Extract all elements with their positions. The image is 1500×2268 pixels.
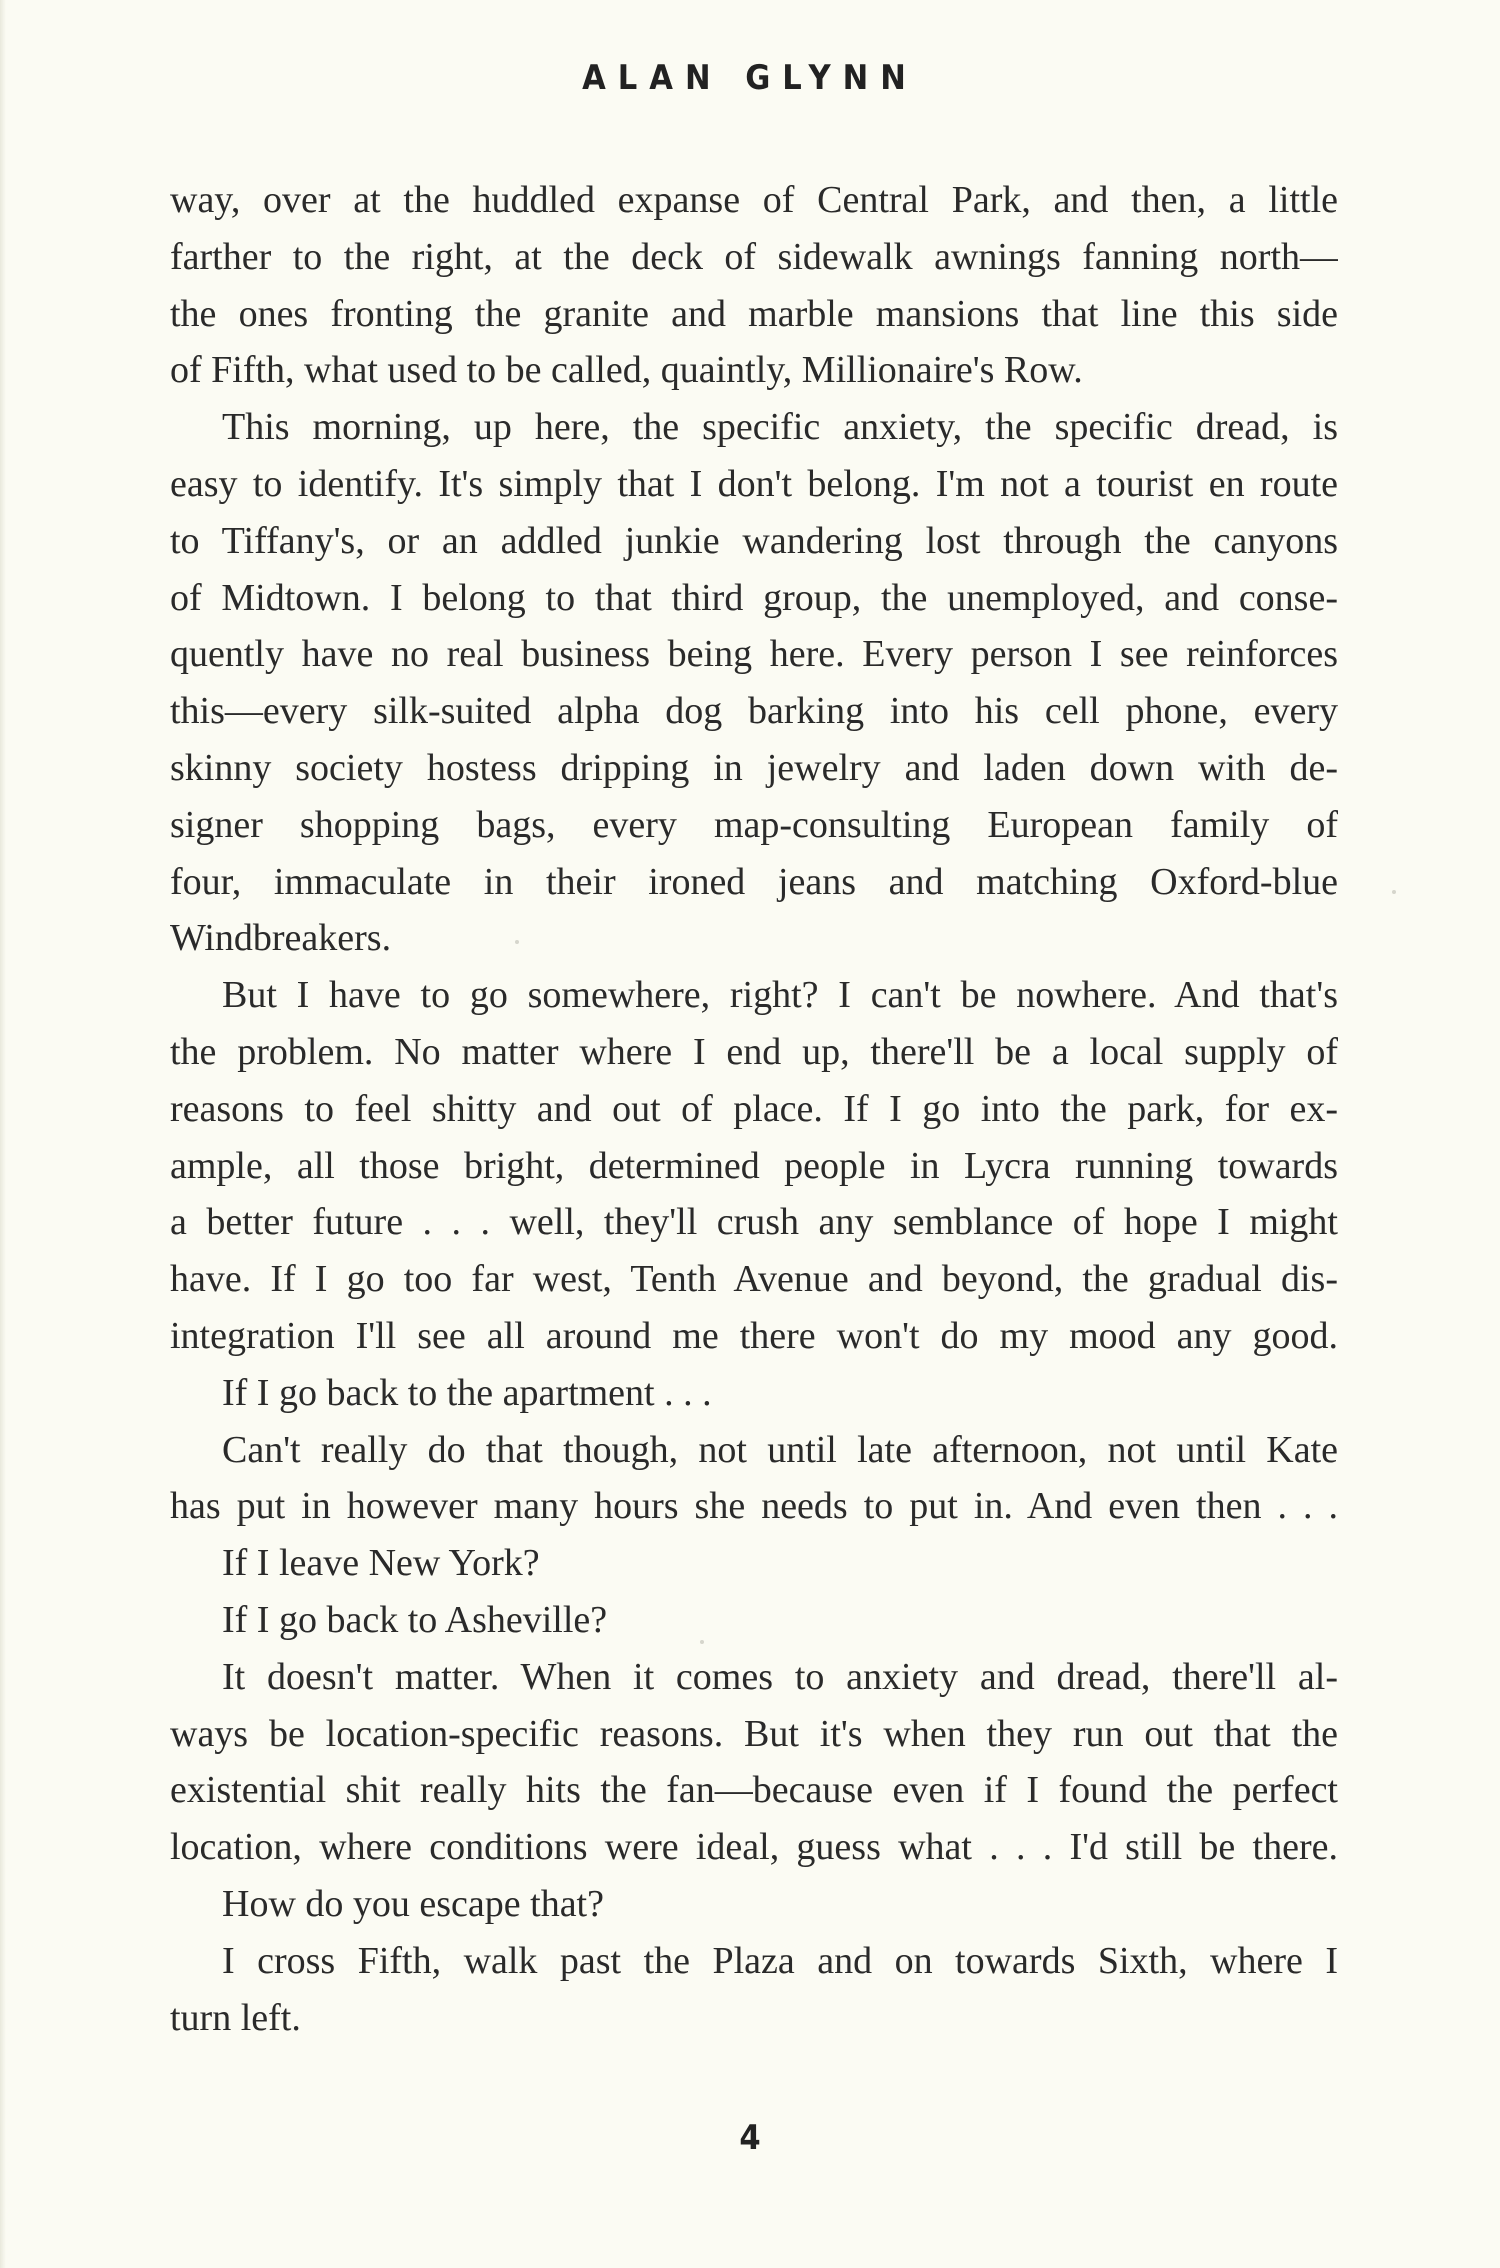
- text-line: of Midtown. I belong to that third group, the unemployed, and conse-: [170, 576, 1338, 619]
- running-head: ALAN GLYNN: [582, 58, 918, 98]
- paper-speck: [515, 940, 519, 944]
- text-line: have. If I go too far west, Tenth Avenue and beyond, the gradual dis-: [170, 1258, 1338, 1301]
- text-line: If I leave New York?: [222, 1542, 540, 1585]
- text-line: integration I'll see all around me there won't do my mood any good.: [170, 1314, 1338, 1357]
- page-gutter-shadow: [0, 0, 6, 2268]
- text-line: skinny society hostess dripping in jewelry and laden down with de-: [170, 746, 1338, 789]
- text-line: to Tiffany's, or an addled junkie wandering lost through the canyons: [170, 519, 1338, 562]
- text-line: of Fifth, what used to be called, quaintly, Millionaire's Row.: [170, 349, 1083, 392]
- text-line: ample, all those bright, determined people in Lycra running towards: [170, 1144, 1338, 1187]
- text-line: farther to the right, at the deck of sidewalk awnings fanning north—: [170, 235, 1338, 278]
- text-line: way, over at the huddled expanse of Central Park, and then, a little: [170, 179, 1338, 221]
- page-number: 4: [739, 2118, 761, 2158]
- text-line: quently have no real business being here. Every person I see reinforces: [170, 633, 1338, 676]
- text-line: signer shopping bags, every map-consulting European family of: [170, 803, 1338, 846]
- text-line: I cross Fifth, walk past the Plaza and on towards Sixth, where I: [222, 1939, 1338, 1982]
- text-line: ways be location-specific reasons. But it's when they run out that the: [170, 1712, 1338, 1755]
- text-line: This morning, up here, the specific anxiety, the specific dread, is: [222, 406, 1338, 449]
- paper-speck: [700, 1640, 704, 1644]
- text-line: the ones fronting the granite and marble mansions that line this side: [170, 292, 1338, 335]
- text-line: Windbreakers.: [170, 917, 392, 960]
- text-line: How do you escape that?: [222, 1882, 604, 1925]
- text-line: a better future . . . well, they'll crush any semblance of hope I might: [170, 1201, 1338, 1244]
- text-line: this—every silk-suited alpha dog barking into his cell phone, every: [170, 690, 1338, 733]
- text-line: existential shit really hits the fan—because even if I found the perfect: [170, 1769, 1338, 1812]
- text-line: It doesn't matter. When it comes to anxiety and dread, there'll al-: [222, 1655, 1338, 1698]
- text-line: Can't really do that though, not until late afternoon, not until Kate: [222, 1428, 1338, 1471]
- text-line: If I go back to Asheville?: [222, 1598, 608, 1641]
- paper-speck: [1392, 890, 1396, 894]
- text-line: location, where conditions were ideal, guess what . . . I'd still be there.: [170, 1826, 1338, 1869]
- text-line: four, immaculate in their ironed jeans and matching Oxford-blue: [170, 860, 1338, 903]
- text-line: reasons to feel shitty and out of place. If I go into the park, for ex-: [170, 1087, 1338, 1130]
- text-line: But I have to go somewhere, right? I can't be nowhere. And that's: [222, 974, 1338, 1017]
- text-line: easy to identify. It's simply that I don't belong. I'm not a tourist en route: [170, 462, 1338, 505]
- text-line: the problem. No matter where I end up, there'll be a local supply of: [170, 1030, 1338, 1073]
- text-line: If I go back to the apartment . . .: [222, 1371, 712, 1414]
- text-line: turn left.: [170, 1996, 301, 2039]
- text-line: has put in however many hours she needs to put in. And even then . . .: [170, 1485, 1338, 1528]
- body-text: [170, 172, 1338, 2046]
